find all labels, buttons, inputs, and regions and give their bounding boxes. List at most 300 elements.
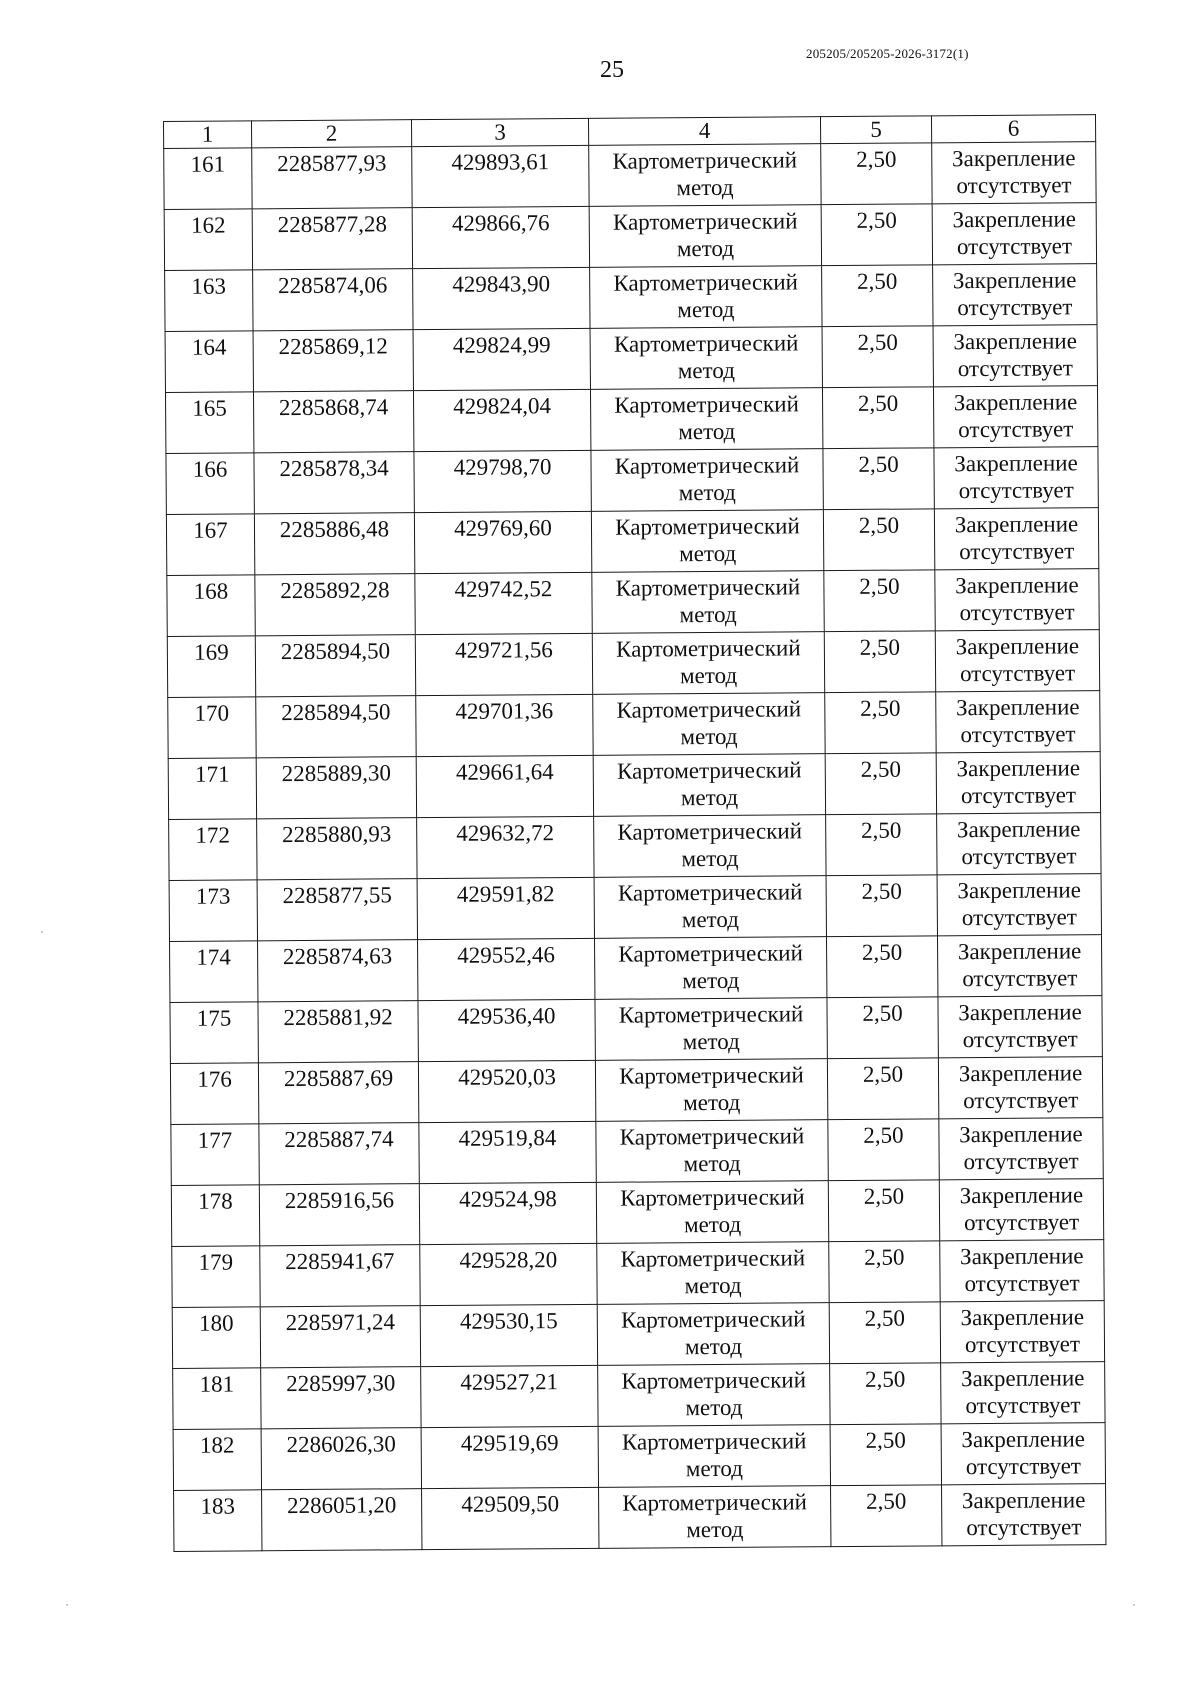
cell-text: Закрепление отсутствует bbox=[960, 1365, 1085, 1419]
table-row bbox=[168, 752, 1100, 820]
cell-coordinate-y bbox=[420, 1304, 597, 1366]
cell-text: 2285997,30 bbox=[286, 1370, 396, 1397]
cell-accuracy bbox=[831, 1485, 942, 1547]
table-row bbox=[166, 508, 1098, 576]
cell-text: 429528,20 bbox=[459, 1247, 558, 1273]
cell-text: 2,50 bbox=[856, 146, 897, 172]
cell-text: 2285894,50 bbox=[281, 699, 391, 726]
cell-coordinate-x bbox=[255, 574, 415, 636]
cell-coordinate-x bbox=[258, 1062, 418, 1124]
scan-speck bbox=[1133, 1604, 1135, 1606]
cell-text: Картометрический метод bbox=[616, 757, 802, 811]
cell-coordinate-y bbox=[418, 1060, 595, 1122]
cell-fixation bbox=[939, 1118, 1103, 1180]
cell-point-number bbox=[171, 1185, 259, 1247]
cell-accuracy bbox=[822, 387, 933, 449]
cell-text: 2,50 bbox=[862, 1061, 904, 1087]
table-row bbox=[173, 1423, 1105, 1491]
cell-fixation bbox=[941, 1362, 1105, 1424]
cell-method bbox=[593, 693, 825, 756]
cell-coordinate-x bbox=[255, 635, 415, 697]
document-reference: 205205/205205-2026-3172(1) bbox=[806, 46, 969, 61]
cell-fixation bbox=[936, 752, 1100, 814]
cell-method bbox=[595, 998, 827, 1061]
cell-text: 2,50 bbox=[856, 268, 898, 294]
cell-coordinate-y bbox=[413, 328, 590, 390]
cell-text: Закрепление отсутствует bbox=[960, 1243, 1084, 1297]
table-row bbox=[171, 1118, 1103, 1186]
cell-text: 429520,03 bbox=[458, 1064, 556, 1090]
cell-point-number bbox=[165, 270, 253, 332]
cell-point-number bbox=[166, 514, 254, 576]
cell-text: 2285892,28 bbox=[280, 577, 390, 604]
cell-text: 2285877,55 bbox=[282, 882, 392, 909]
cell-coordinate-x bbox=[261, 1428, 421, 1490]
column-header-4: 4 bbox=[588, 117, 820, 146]
cell-text: 429866,76 bbox=[451, 210, 550, 236]
cell-point-number bbox=[164, 148, 252, 210]
cell-text: 2,50 bbox=[860, 756, 901, 782]
cell-text: 429509,50 bbox=[461, 1491, 560, 1517]
cell-fixation bbox=[937, 874, 1101, 936]
table-row bbox=[173, 1362, 1105, 1430]
cell-fixation bbox=[941, 1423, 1105, 1485]
cell-text: 172 bbox=[195, 822, 231, 848]
cell-coordinate-x bbox=[260, 1306, 420, 1368]
cell-accuracy bbox=[824, 631, 935, 693]
cell-coordinate-y bbox=[416, 694, 593, 756]
cell-text: 2285887,74 bbox=[284, 1126, 394, 1153]
cell-text: Картометрический метод bbox=[612, 208, 798, 262]
cell-accuracy bbox=[830, 1424, 941, 1486]
cell-text: Закрепление отсутствует bbox=[954, 450, 1078, 504]
cell-point-number bbox=[173, 1429, 261, 1491]
cell-text: 2285894,50 bbox=[280, 638, 391, 665]
cell-text: 2,50 bbox=[864, 1244, 905, 1270]
cell-text: Картометрический метод bbox=[619, 1123, 805, 1177]
cell-point-number bbox=[167, 575, 255, 637]
cell-fixation bbox=[933, 386, 1097, 448]
cell-accuracy bbox=[824, 570, 935, 632]
cell-text: Картометрический метод bbox=[622, 1489, 807, 1543]
cell-point-number bbox=[169, 880, 257, 942]
cell-text: 2,50 bbox=[857, 329, 898, 355]
cell-fixation bbox=[937, 935, 1101, 997]
cell-method bbox=[595, 937, 827, 1000]
cell-fixation bbox=[940, 1240, 1104, 1302]
cell-accuracy bbox=[825, 692, 936, 754]
cell-point-number bbox=[167, 636, 255, 698]
cell-method bbox=[590, 266, 822, 329]
cell-coordinate-x bbox=[257, 818, 417, 880]
column-header-2: 2 bbox=[252, 120, 412, 148]
cell-accuracy bbox=[825, 753, 936, 815]
cell-text: Закрепление отсутствует bbox=[953, 328, 1077, 382]
table-row bbox=[172, 1301, 1104, 1369]
cell-text: 429530,15 bbox=[459, 1308, 558, 1334]
cell-coordinate-x bbox=[254, 452, 414, 514]
scan-speck bbox=[41, 931, 43, 933]
coordinates-table bbox=[163, 114, 1106, 1552]
column-header-3: 3 bbox=[411, 118, 588, 146]
table-row bbox=[170, 996, 1102, 1064]
cell-coordinate-x bbox=[259, 1123, 419, 1185]
cell-fixation bbox=[934, 447, 1098, 509]
cell-text: Картометрический метод bbox=[621, 1367, 807, 1421]
cell-coordinate-y bbox=[413, 389, 590, 451]
cell-text: 2285889,30 bbox=[281, 760, 392, 787]
cell-text: 167 bbox=[193, 517, 228, 543]
cell-text: Закрепление отсутствует bbox=[953, 389, 1078, 443]
cell-fixation bbox=[938, 996, 1102, 1058]
cell-accuracy bbox=[826, 875, 937, 937]
cell-fixation bbox=[937, 813, 1101, 875]
cell-accuracy bbox=[822, 326, 933, 388]
cell-text: 2,50 bbox=[856, 207, 897, 233]
cell-text: 178 bbox=[198, 1188, 233, 1214]
cell-method bbox=[598, 1425, 830, 1488]
cell-text: Закрепление отсутствует bbox=[955, 572, 1079, 626]
table-body bbox=[164, 142, 1106, 1552]
cell-text: 2285881,92 bbox=[283, 1004, 393, 1031]
cell-text: 175 bbox=[196, 1005, 232, 1031]
cell-accuracy bbox=[823, 509, 934, 571]
cell-text: 429552,46 bbox=[457, 942, 556, 968]
cell-point-number bbox=[168, 758, 256, 820]
cell-coordinate-x bbox=[256, 696, 416, 758]
column-header-1: 1 bbox=[164, 121, 252, 149]
cell-coordinate-y bbox=[412, 145, 589, 207]
cell-method bbox=[598, 1364, 830, 1427]
cell-text: Закрепление отсутствует bbox=[958, 1060, 1083, 1114]
cell-method bbox=[589, 205, 821, 268]
cell-text: 2285941,67 bbox=[285, 1248, 395, 1275]
cell-accuracy bbox=[821, 204, 932, 266]
cell-text: 2,50 bbox=[858, 451, 899, 477]
cell-method bbox=[590, 327, 822, 390]
cell-text: 429591,82 bbox=[456, 881, 555, 907]
cell-text: Картометрический метод bbox=[614, 452, 800, 506]
cell-text: Закрепление отсутствует bbox=[956, 694, 1080, 748]
cell-fixation bbox=[935, 630, 1099, 692]
cell-text: 2,50 bbox=[859, 634, 901, 660]
cell-text: Картометрический метод bbox=[614, 391, 799, 445]
cell-text: Закрепление отсутствует bbox=[956, 816, 1081, 870]
cell-text: Закрепление отсутствует bbox=[952, 206, 1077, 260]
table-row bbox=[165, 386, 1097, 454]
cell-text: 2,50 bbox=[862, 1000, 903, 1026]
cell-point-number bbox=[170, 941, 258, 1003]
cell-fixation bbox=[940, 1301, 1104, 1363]
cell-fixation bbox=[932, 142, 1096, 204]
cell-text: 2,50 bbox=[859, 573, 900, 599]
cell-text: 2,50 bbox=[857, 390, 899, 416]
cell-text: Картометрический метод bbox=[618, 1001, 804, 1055]
cell-coordinate-y bbox=[417, 816, 594, 878]
cell-text: 2285880,93 bbox=[282, 821, 392, 848]
cell-text: 2285868,74 bbox=[278, 394, 389, 421]
cell-coordinate-x bbox=[262, 1489, 422, 1551]
cell-coordinate-y bbox=[421, 1426, 598, 1488]
cell-text: 2285886,48 bbox=[279, 516, 390, 543]
cell-text: 2285877,93 bbox=[277, 150, 387, 177]
cell-coordinate-x bbox=[259, 1184, 419, 1246]
table-row bbox=[165, 264, 1097, 332]
cell-text: 2285916,56 bbox=[284, 1187, 395, 1214]
cell-method bbox=[599, 1486, 831, 1549]
cell-text: Закрепление отсутствует bbox=[958, 999, 1082, 1053]
cell-accuracy bbox=[829, 1241, 940, 1303]
cell-text: 2285971,24 bbox=[285, 1309, 396, 1336]
cell-coordinate-y bbox=[421, 1365, 598, 1427]
cell-text: 162 bbox=[190, 212, 226, 238]
cell-text: Закрепление отсутствует bbox=[960, 1304, 1085, 1358]
cell-text: Картометрический метод bbox=[612, 147, 798, 201]
cell-text: 181 bbox=[199, 1371, 235, 1397]
cell-method bbox=[591, 449, 823, 512]
cell-method bbox=[589, 144, 821, 207]
cell-method bbox=[594, 876, 826, 939]
cell-coordinate-x bbox=[253, 391, 413, 453]
coordinates-table-container bbox=[163, 114, 1105, 1552]
cell-text: 169 bbox=[194, 639, 229, 665]
table-row bbox=[164, 203, 1096, 271]
cell-text: 429843,90 bbox=[452, 271, 551, 297]
cell-accuracy bbox=[826, 814, 937, 876]
cell-text: Картометрический метод bbox=[620, 1245, 806, 1299]
cell-text: Закрепление отсутствует bbox=[954, 511, 1079, 565]
cell-text: 163 bbox=[191, 273, 227, 299]
cell-coordinate-y bbox=[415, 572, 592, 634]
cell-coordinate-x bbox=[256, 757, 416, 819]
cell-method bbox=[595, 1059, 827, 1122]
cell-text: 429893,61 bbox=[451, 149, 550, 175]
cell-fixation bbox=[934, 508, 1098, 570]
cell-accuracy bbox=[828, 1119, 939, 1181]
cell-text: 180 bbox=[198, 1310, 234, 1336]
table-row bbox=[170, 935, 1102, 1003]
cell-text: 2,50 bbox=[861, 817, 902, 843]
cell-text: Закрепление отсутствует bbox=[956, 755, 1081, 809]
cell-method bbox=[590, 388, 822, 451]
cell-text: Картометрический метод bbox=[617, 818, 803, 872]
cell-text: 429519,84 bbox=[458, 1125, 557, 1151]
cell-method bbox=[592, 632, 824, 695]
cell-coordinate-x bbox=[253, 269, 413, 331]
cell-fixation bbox=[933, 264, 1097, 326]
table-row bbox=[171, 1179, 1103, 1247]
cell-text: Закрепление отсутствует bbox=[959, 1182, 1084, 1236]
cell-text: 429742,52 bbox=[454, 576, 553, 602]
cell-text: 2,50 bbox=[864, 1305, 906, 1331]
cell-text: 2286051,20 bbox=[286, 1492, 397, 1519]
cell-coordinate-x bbox=[254, 513, 414, 575]
table-row bbox=[172, 1240, 1104, 1308]
cell-coordinate-x bbox=[252, 147, 412, 209]
table-row bbox=[164, 142, 1096, 210]
cell-text: Закрепление отсутствует bbox=[961, 1426, 1085, 1480]
cell-text: 429519,69 bbox=[460, 1430, 559, 1456]
cell-text: 2,50 bbox=[860, 695, 901, 721]
cell-point-number bbox=[170, 1063, 258, 1125]
cell-text: 2,50 bbox=[861, 878, 902, 904]
cell-fixation bbox=[939, 1179, 1103, 1241]
cell-text: Закрепление отсутствует bbox=[955, 633, 1080, 687]
cell-accuracy bbox=[826, 936, 937, 998]
cell-coordinate-y bbox=[412, 206, 589, 268]
cell-coordinate-y bbox=[417, 877, 594, 939]
scan-speck bbox=[66, 1604, 68, 1606]
cell-text: 2,50 bbox=[863, 1122, 904, 1148]
cell-coordinate-y bbox=[413, 267, 590, 329]
cell-text: 2285877,28 bbox=[277, 211, 387, 238]
cell-point-number bbox=[174, 1490, 262, 1552]
cell-text: 164 bbox=[191, 334, 227, 360]
cell-text: 161 bbox=[190, 151, 226, 177]
cell-accuracy bbox=[827, 997, 938, 1059]
cell-method bbox=[597, 1242, 829, 1305]
table-row bbox=[169, 813, 1101, 881]
cell-text: 2,50 bbox=[865, 1366, 906, 1392]
cell-coordinate-y bbox=[422, 1487, 599, 1549]
cell-point-number bbox=[171, 1124, 259, 1186]
cell-fixation bbox=[932, 203, 1096, 265]
cell-coordinate-y bbox=[418, 999, 595, 1061]
cell-text: Картометрический метод bbox=[613, 269, 799, 323]
cell-point-number bbox=[172, 1307, 260, 1369]
cell-text: 177 bbox=[197, 1127, 233, 1153]
column-header-5: 5 bbox=[820, 116, 931, 144]
cell-text: 2,50 bbox=[861, 939, 903, 965]
cell-method bbox=[596, 1120, 828, 1183]
cell-text: Закрепление отсутствует bbox=[951, 145, 1076, 199]
cell-text: 171 bbox=[194, 761, 230, 787]
table-row bbox=[167, 630, 1099, 698]
cell-coordinate-x bbox=[257, 879, 417, 941]
cell-text: Картометрический метод bbox=[619, 1062, 804, 1116]
cell-text: Закрепление отсутствует bbox=[961, 1487, 1086, 1541]
cell-coordinate-x bbox=[260, 1245, 420, 1307]
table-row bbox=[165, 325, 1097, 393]
cell-text: 173 bbox=[195, 883, 231, 909]
cell-point-number bbox=[169, 819, 257, 881]
cell-text: 2285874,06 bbox=[277, 272, 388, 299]
cell-text: 2286026,30 bbox=[286, 1431, 396, 1458]
cell-text: Картометрический метод bbox=[620, 1306, 806, 1360]
cell-fixation bbox=[935, 569, 1099, 631]
cell-accuracy bbox=[829, 1302, 940, 1364]
cell-text: 168 bbox=[193, 578, 229, 604]
cell-text: Закрепление отсутствует bbox=[957, 877, 1081, 931]
cell-text: Закрепление отсутствует bbox=[952, 267, 1077, 321]
cell-coordinate-x bbox=[258, 1001, 418, 1063]
table-row bbox=[174, 1484, 1106, 1552]
cell-text: 429701,36 bbox=[455, 698, 554, 724]
cell-point-number bbox=[168, 697, 256, 759]
table-row bbox=[169, 874, 1101, 942]
cell-accuracy bbox=[828, 1180, 939, 1242]
cell-accuracy bbox=[823, 448, 934, 510]
cell-accuracy bbox=[827, 1058, 938, 1120]
cell-coordinate-y bbox=[414, 450, 591, 512]
page-number: 25 bbox=[600, 57, 624, 83]
cell-method bbox=[593, 754, 825, 817]
cell-coordinate-y bbox=[415, 633, 592, 695]
cell-coordinate-y bbox=[419, 1182, 596, 1244]
cell-method bbox=[597, 1303, 829, 1366]
cell-text: 170 bbox=[194, 700, 230, 726]
cell-coordinate-x bbox=[258, 940, 418, 1002]
cell-coordinate-x bbox=[261, 1367, 421, 1429]
cell-text: 2,50 bbox=[865, 1427, 906, 1453]
cell-method bbox=[592, 571, 824, 634]
table-row bbox=[166, 447, 1098, 515]
cell-text: Картометрический метод bbox=[617, 879, 803, 933]
cell-text: 429536,40 bbox=[457, 1003, 556, 1029]
cell-fixation bbox=[938, 1057, 1102, 1119]
cell-method bbox=[594, 815, 826, 878]
cell-fixation bbox=[936, 691, 1100, 753]
cell-text: 2,50 bbox=[863, 1183, 905, 1209]
cell-text: 2,50 bbox=[858, 512, 900, 538]
cell-text: 429632,72 bbox=[456, 820, 555, 846]
cell-text: 429769,60 bbox=[454, 515, 552, 541]
cell-point-number bbox=[172, 1246, 260, 1308]
cell-accuracy bbox=[830, 1363, 941, 1425]
cell-point-number bbox=[165, 392, 253, 454]
cell-text: 2285887,69 bbox=[283, 1065, 394, 1092]
cell-fixation bbox=[933, 325, 1097, 387]
cell-coordinate-y bbox=[418, 938, 595, 1000]
cell-text: 2285874,63 bbox=[282, 943, 393, 970]
cell-text: Картометрический метод bbox=[621, 1428, 807, 1482]
cell-point-number bbox=[173, 1368, 261, 1430]
cell-text: Картометрический метод bbox=[618, 940, 803, 994]
column-header-6: 6 bbox=[931, 115, 1095, 143]
cell-text: Картометрический метод bbox=[615, 574, 801, 628]
cell-fixation bbox=[942, 1484, 1106, 1546]
table-row bbox=[168, 691, 1100, 759]
cell-text: 429824,99 bbox=[452, 332, 551, 358]
cell-coordinate-x bbox=[252, 208, 412, 270]
cell-text: 429824,04 bbox=[453, 393, 552, 419]
cell-text: 2285869,12 bbox=[278, 333, 388, 360]
cell-text: 2285878,34 bbox=[279, 455, 389, 482]
cell-coordinate-y bbox=[419, 1121, 596, 1183]
table-row bbox=[170, 1057, 1102, 1125]
cell-coordinate-y bbox=[416, 755, 593, 817]
cell-text: Картометрический метод bbox=[615, 513, 800, 567]
cell-method bbox=[596, 1181, 828, 1244]
cell-point-number bbox=[166, 453, 254, 515]
cell-text: 182 bbox=[199, 1432, 235, 1458]
cell-text: 429524,98 bbox=[458, 1186, 557, 1212]
cell-point-number bbox=[165, 331, 253, 393]
cell-text: 166 bbox=[192, 456, 228, 482]
cell-text: 429661,64 bbox=[455, 759, 554, 785]
cell-text: Картометрический метод bbox=[616, 696, 802, 750]
cell-accuracy bbox=[821, 143, 932, 205]
cell-coordinate-y bbox=[414, 511, 591, 573]
cell-text: Закрепление отсутствует bbox=[959, 1121, 1083, 1175]
cell-text: 176 bbox=[197, 1066, 232, 1092]
cell-text: 429527,21 bbox=[460, 1369, 559, 1395]
cell-point-number bbox=[170, 1002, 258, 1064]
cell-text: 183 bbox=[200, 1493, 235, 1519]
cell-coordinate-y bbox=[420, 1243, 597, 1305]
cell-point-number bbox=[164, 209, 252, 271]
cell-text: Закрепление отсутствует bbox=[957, 938, 1082, 992]
